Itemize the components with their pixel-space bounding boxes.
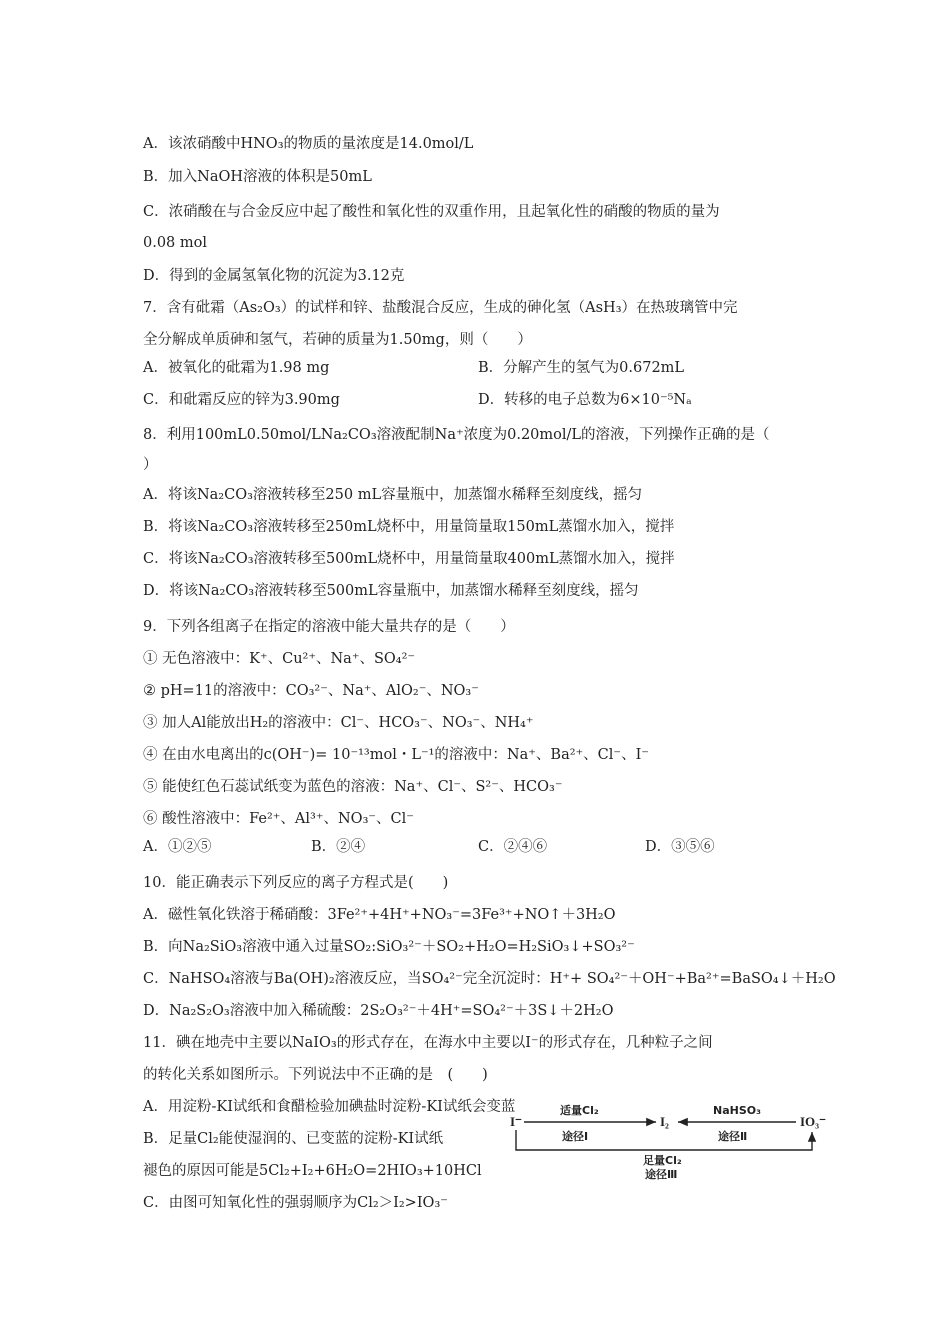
q8-stem-line1: 8．利用100mL0.50mol/LNa₂CO₃溶液配制Na⁺浓度为0.20mol/L的溶液，下列操作正确的是（	[143, 427, 770, 443]
q7-option-a: A．被氧化的砒霜为1.98 mg	[143, 360, 330, 376]
q7-stem-line2: 全分解成单质砷和氢气，若砷的质量为1.50mg，则（ ）	[143, 332, 532, 348]
q9-item-6: ⑥ 酸性溶液中：Fe²⁺、Al³⁺、NO₃⁻、Cl⁻	[143, 811, 414, 827]
q9-option-d: D．③⑤⑥	[645, 839, 715, 855]
q7-option-c: C．和砒霜反应的锌为3.90mg	[143, 392, 340, 408]
q6-option-a: A．该浓硝酸中HNO₃的物质的量浓度是14.0mol/L	[143, 136, 474, 152]
q8-option-a: A．将该Na₂CO₃溶液转移至250 mL容量瓶中，加蒸馏水稀释至刻度线，摇匀	[143, 487, 643, 503]
q10-option-c: C．NaHSO₄溶液与Ba(OH)₂溶液反应，当SO₄²⁻完全沉淀时：H⁺+ SO₄²⁻＋OH⁻+Ba²⁺=BaSO₄↓＋H₂O	[143, 971, 836, 987]
q9-item-2: ② pH=11的溶液中：CO₃²⁻、Na⁺、AlO₂⁻、NO₃⁻	[143, 683, 479, 699]
route-1-reagent: 适量Cl₂	[560, 1104, 599, 1117]
q6-option-c-line1: C．浓硝酸在与合金反应中起了酸性和氧化性的双重作用，且起氧化性的硝酸的物质的量为	[143, 204, 720, 220]
q7-stem-line1: 7．含有砒霜（As₂O₃）的试样和锌、盐酸混合反应，生成的砷化氢（AsH₃）在热玻璃管中完	[143, 300, 738, 316]
q9-stem: 9．下列各组离子在指定的溶液中能大量共存的是（ ）	[143, 619, 515, 635]
q11-stem-line2: 的转化关系如图所示。下列说法中不正确的是 ( )	[143, 1067, 488, 1083]
q9-item-5: ⑤ 能使红色石蕊试纸变为蓝色的溶液：Na⁺、Cl⁻、S²⁻、HCO₃⁻	[143, 779, 563, 795]
route-3-reagent: 足量Cl₂	[643, 1154, 682, 1167]
iodine-conversion-diagram	[510, 1100, 830, 1180]
q6-option-c-line2: 0.08 mol	[143, 235, 208, 251]
species-iodate: IO₃⁻	[800, 1114, 826, 1129]
q11-option-b-line1: B．足量Cl₂能使湿润的、已变蓝的淀粉-KI试纸	[143, 1131, 444, 1147]
route-2-label: 途径Ⅱ	[718, 1130, 748, 1143]
route-3-arrow	[516, 1130, 812, 1150]
q11-option-a: A．用淀粉-KI试纸和食醋检验加碘盐时淀粉-KI试纸会变蓝	[143, 1099, 516, 1115]
q9-option-b: B．②④	[311, 839, 366, 855]
q9-item-3: ③ 加人Al能放出H₂的溶液中：Cl⁻、HCO₃⁻、NO₃⁻、NH₄⁺	[143, 715, 534, 731]
q7-option-d: D．转移的电子总数为6×10⁻⁵Nₐ	[478, 392, 692, 408]
q9-option-a: A．①②⑤	[143, 839, 212, 855]
route-1-label: 途径Ⅰ	[562, 1130, 589, 1143]
q6-option-b: B．加入NaOH溶液的体积是50mL	[143, 169, 372, 185]
q8-option-d: D．将该Na₂CO₃溶液转移至500mL容量瓶中，加蒸馏水稀释至刻度线，摇匀	[143, 583, 639, 599]
q9-item-1: ① 无色溶液中：K⁺、Cu²⁺、Na⁺、SO₄²⁻	[143, 651, 416, 667]
q11-option-c: C．由图可知氧化性的强弱顺序为Cl₂＞I₂>IO₃⁻	[143, 1195, 448, 1211]
route-2-reagent: NaHSO₃	[713, 1104, 761, 1117]
q11-stem-line1: 11．碘在地壳中主要以NaIO₃的形式存在，在海水中主要以I⁻的形式存在，几种粒子之间	[143, 1035, 713, 1051]
q10-option-a: A．磁性氧化铁溶于稀硝酸：3Fe²⁺+4H⁺+NO₃⁻=3Fe³⁺+NO↑＋3H₂O	[143, 907, 616, 923]
q8-stem-line2: ）	[143, 457, 158, 473]
q10-option-b: B．向Na₂SiO₃溶液中通入过量SO₂:SiO₃²⁻＋SO₂+H₂O=H₂SiO₃↓+SO₃²⁻	[143, 939, 635, 955]
species-iodine: I₂	[660, 1114, 669, 1129]
q9-item-4: ④ 在由水电离出的c(OH⁻)= 10⁻¹³mol・L⁻¹的溶液中：Na⁺、Ba²⁺、Cl⁻、I⁻	[143, 747, 649, 763]
q10-stem: 10．能正确表示下列反应的离子方程式是( )	[143, 875, 449, 891]
q6-option-d: D．得到的金属氢氧化物的沉淀为3.12克	[143, 268, 405, 284]
q9-option-c: C．②④⑥	[478, 839, 548, 855]
q7-option-b: B．分解产生的氢气为0.672mL	[478, 360, 685, 376]
q8-option-c: C．将该Na₂CO₃溶液转移至500mL烧杯中，用量筒量取400mL蒸馏水加入，搅拌	[143, 551, 675, 567]
q11-option-b-line2: 褪色的原因可能是5Cl₂+I₂+6H₂O=2HIO₃+10HCl	[143, 1163, 482, 1179]
route-3-label: 途径Ⅲ	[645, 1168, 678, 1180]
q8-option-b: B．将该Na₂CO₃溶液转移至250mL烧杯中，用量筒量取150mL蒸馏水加入，搅拌	[143, 519, 675, 535]
species-iodide: I⁻	[510, 1114, 522, 1129]
q10-option-d: D．Na₂S₂O₃溶液中加入稀硫酸：2S₂O₃²⁻＋4H⁺=SO₄²⁻＋3S↓＋2H₂O	[143, 1003, 614, 1019]
